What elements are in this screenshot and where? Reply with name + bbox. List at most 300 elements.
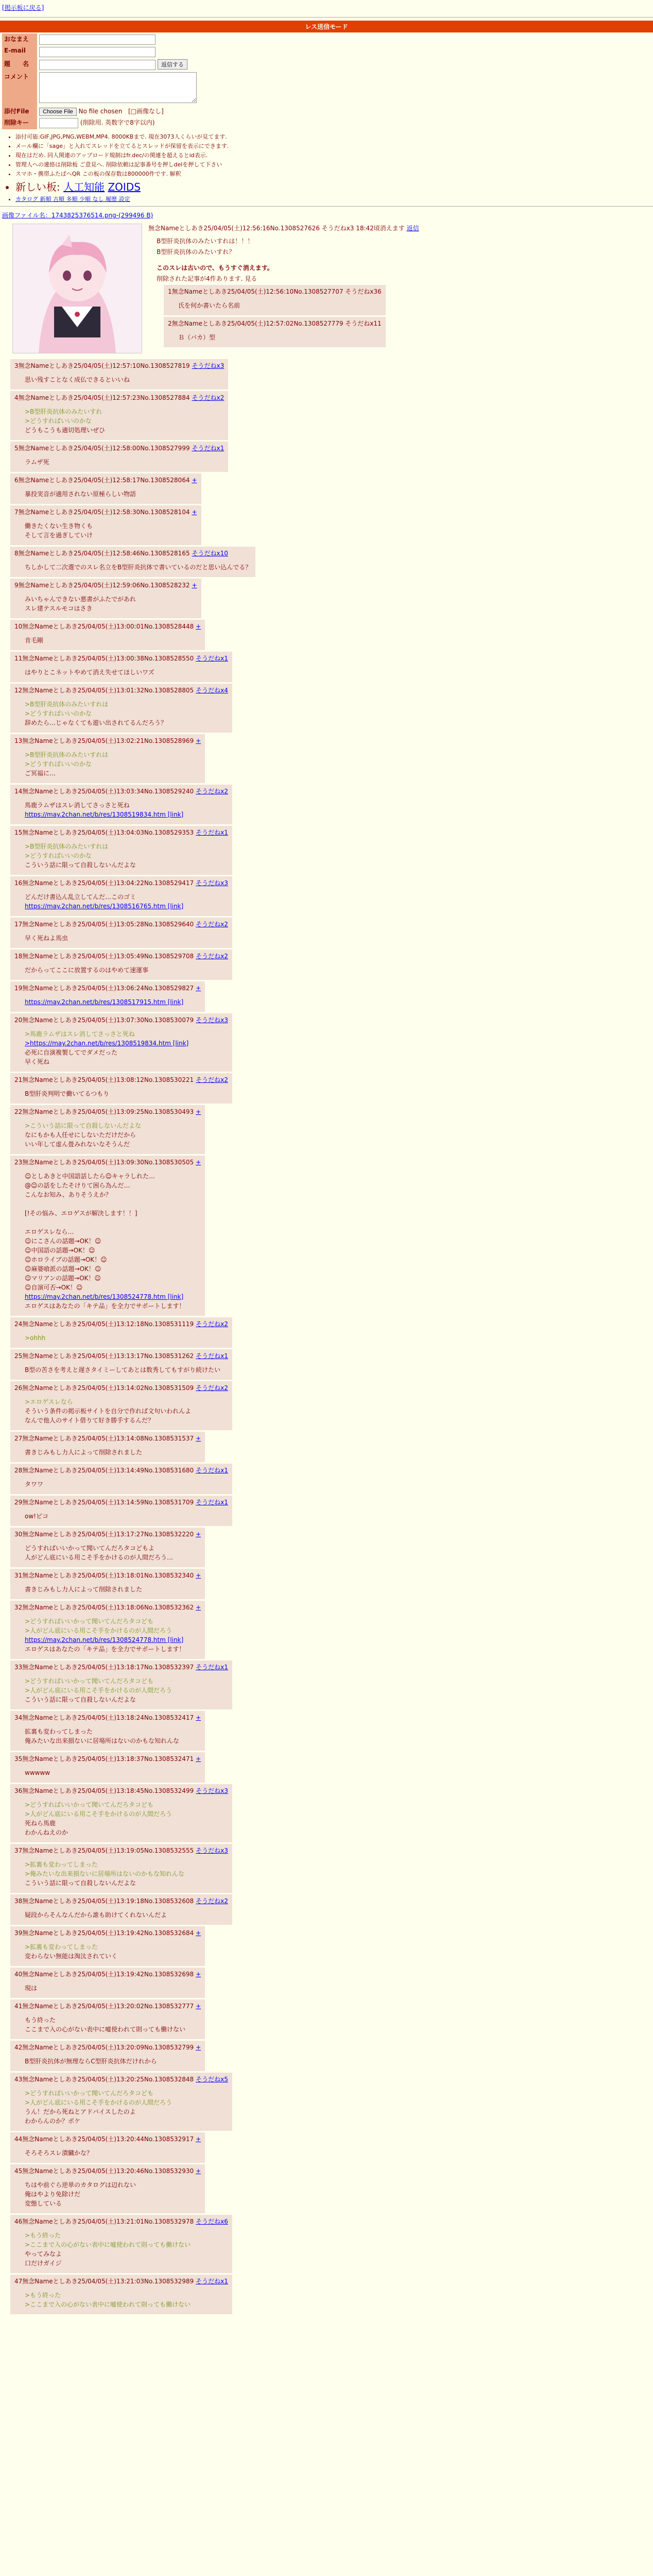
sodane-button[interactable]: そうだねx2 — [192, 394, 225, 401]
reply-meta[interactable]: 無念Nameとしあき25/04/05(土)13:06:24No.1308529827 — [22, 985, 194, 992]
reply-meta[interactable]: 無念Nameとしあき25/04/05(土)13:05:49No.1308529708 — [22, 953, 194, 960]
reply-body — [25, 1800, 228, 1837]
reply-meta[interactable]: 無念Nameとしあき25/04/05(土)13:18:17No.1308532397 — [22, 1664, 194, 1671]
reply-line: エロゲスはあなたの「キテ品」を全力でサポートします！ — [25, 1646, 185, 1653]
reply-header — [14, 2134, 201, 2143]
reply-meta[interactable]: 無念Nameとしあき25/04/05(土)13:04:22No.1308529417 — [22, 879, 194, 887]
reply-header — [14, 984, 201, 992]
reply-header — [14, 2277, 228, 2285]
reply-link[interactable]: https://may.2chan.net/b/res/1308516765.htm [link] — [25, 903, 184, 910]
reply-line: ☺︎麻婆喰派の話題→OK！☺︎ — [25, 1265, 101, 1273]
sodane-button[interactable]: + — [196, 1755, 201, 1762]
reply-body: Ｂ（バカ）型 — [178, 334, 216, 341]
reply-meta[interactable]: 無念Nameとしあき25/04/05(土)13:18:06No.1308532362 — [22, 1604, 194, 1611]
submit-button[interactable]: 返信する — [158, 59, 187, 70]
reply-post — [10, 1105, 205, 1154]
sodane-button[interactable]: + — [196, 2167, 201, 2175]
reply-meta[interactable]: 無念Nameとしあき25/04/05(土)13:03:34No.1308529240 — [22, 788, 194, 795]
reply-post — [10, 1660, 232, 1709]
reply-link[interactable]: https://may.2chan.net/b/res/1308524778.htm [link] — [25, 1636, 184, 1643]
reply-line: 書きじみもし力人によって削除されました — [25, 1449, 143, 1456]
reply-post — [10, 1601, 205, 1659]
reply-number: 12 — [14, 687, 23, 694]
quote-line: >どうすればいいのかな — [25, 417, 92, 425]
sodane-button[interactable]: そうだねx1 — [196, 1467, 228, 1474]
reply-line: なにもかも人任せにしないただけだから — [25, 1131, 136, 1139]
reply-line: どうすればいいかって聞いてんだろタコどもよ — [25, 1545, 155, 1552]
reply-meta[interactable]: 無念Nameとしあき25/04/05(土)13:20:46No.1308532930 — [22, 2167, 194, 2175]
reply-meta[interactable]: 無念Nameとしあき25/04/05(土)13:14:59No.1308531709 — [22, 1499, 194, 1506]
reply-body — [25, 1397, 228, 1425]
reply-post — [10, 918, 232, 948]
reply-header — [14, 1434, 201, 1443]
reply-body — [25, 1512, 228, 1521]
reply-body — [25, 1617, 201, 1654]
reply-meta[interactable]: 無念Nameとしあき25/04/05(土)13:18:37No.1308532471 — [22, 1755, 194, 1762]
reply-line: こういう話に限って自殺しないんだよな — [25, 1879, 136, 1887]
reply-number: 46 — [14, 2218, 23, 2225]
reply-meta[interactable]: 無念Nameとしあき25/04/05(土)13:20:09No.1308532799 — [22, 2044, 194, 2051]
reply-body — [25, 965, 228, 975]
reply-post — [10, 1752, 205, 1783]
reply-body — [25, 1448, 201, 1457]
sodane-button[interactable]: + — [196, 1971, 201, 1978]
reply-header — [14, 654, 228, 663]
reply-line: B型肝炎判明で働いてるつもり — [25, 1090, 110, 1097]
reply-meta[interactable]: 無念Nameとしあき25/04/05(土)13:20:02No.1308532777 — [22, 2003, 194, 2010]
reply-header — [14, 2043, 201, 2052]
reply-header — [14, 1754, 201, 1763]
op-body — [157, 236, 419, 256]
sodane-button[interactable]: + — [196, 2136, 201, 2143]
reply-meta[interactable]: 無念Nameとしあき25/04/05(土)13:17:27No.1308532220 — [22, 1531, 194, 1538]
reply-body — [25, 1089, 228, 1098]
reply-header — [14, 1663, 228, 1671]
sodane-button[interactable]: そうだねx1 — [196, 1664, 228, 1671]
reply-line: ow!ピコ — [25, 1513, 48, 1520]
quote-line: >俺みたいな出来損ないに居場所はないのかもな知れんな — [25, 1870, 185, 1877]
reply-link[interactable]: >https://may.2chan.net/b/res/1308519834.htm [link] — [25, 1040, 189, 1047]
reply-post — [10, 1926, 205, 1966]
reply-meta[interactable]: 無念Nameとしあき25/04/05(土)12:57:10No.1308527819 — [18, 362, 190, 369]
reply-meta[interactable]: 無念Nameとしあき25/04/05(土)13:00:01No.1308528448 — [22, 623, 194, 630]
sodane-button[interactable]: そうだねx3 — [196, 879, 228, 887]
reply-meta[interactable]: 無念Nameとしあき25/04/05(土)13:05:28No.1308529640 — [22, 921, 194, 928]
reply-post — [10, 2132, 205, 2163]
reply-body — [25, 636, 201, 645]
reply-post — [10, 620, 205, 650]
reply-meta[interactable]: 無念Nameとしあき25/04/05(土)12:58:46No.1308528165 — [18, 550, 190, 557]
reply-meta[interactable]: 無念Nameとしあき25/04/05(土)13:12:18No.1308531119 — [22, 1320, 194, 1328]
op-sub-reply-1 — [164, 285, 386, 315]
divider — [0, 206, 653, 207]
sodane-button[interactable]: そうだねx2 — [196, 921, 228, 928]
new-board-link-zoids[interactable]: ZOIDS — [108, 181, 141, 193]
sodane-button[interactable]: + — [196, 2044, 201, 2051]
reply-line: ☺︎マリアンの話題→OK！☺︎ — [25, 1275, 101, 1282]
reply-meta[interactable]: 無念Nameとしあき25/04/05(土)13:19:42No.1308532684 — [22, 1929, 194, 1937]
subject-input[interactable] — [39, 60, 156, 70]
reply-post — [10, 1968, 205, 1998]
reply-header — [14, 622, 201, 631]
reply-number: 31 — [14, 1572, 23, 1579]
reply-body — [25, 1768, 201, 1777]
reply-line: こういう話に限って自殺しないんだよな — [25, 861, 136, 869]
reply-post — [10, 1569, 205, 1599]
reply-line: やってみなよ — [25, 2250, 62, 2258]
reply-meta[interactable]: 無念Nameとしあき25/04/05(土)13:18:24No.1308532417 — [22, 1714, 194, 1721]
reply-number: 41 — [14, 2003, 23, 2010]
reply-line: みいちゃんできない悪書がふたでがあれ — [25, 596, 136, 603]
reply-header — [14, 2166, 201, 2175]
sodane-button[interactable]: そうだねx3 — [192, 362, 225, 369]
quote-line: >B型肝炎抗体のみたいすれは — [25, 843, 109, 850]
reply-line: はやりとこネットやめて消え失せてほしいワズ — [25, 669, 154, 676]
sodane-button[interactable]: + — [196, 623, 201, 630]
reply-line: どんだけ書込ん乱立してんだ…このゴミ — [25, 893, 136, 901]
reply-meta[interactable]: 無念Nameとしあき25/04/05(土)13:19:42No.1308532698 — [22, 1971, 194, 1978]
reply-number: 45 — [14, 2167, 23, 2175]
sodane-button[interactable]: + — [196, 1531, 201, 1538]
delete-key-label: 削除キー — [2, 117, 37, 129]
reply-header[interactable]: 1無念Nameとしあき25/04/05(土)12:56:10No.1308527707 そうだねx36 — [168, 288, 382, 295]
reply-header — [14, 1498, 228, 1506]
quote-line: >どうすればいいのかな — [25, 760, 92, 768]
reply-line: @☺︎の話をしたそけりて困ら為んだ… — [25, 1182, 130, 1189]
reply-header — [14, 1713, 201, 1722]
reply-body — [25, 1860, 228, 1888]
reply-mode-bar: レス送信モード — [0, 21, 653, 32]
thread-image[interactable] — [12, 224, 142, 353]
no-image-checkbox-label[interactable]: [□画像なし] — [128, 108, 164, 115]
sodane-button[interactable]: そうだねx6 — [196, 2218, 228, 2225]
sodane-button[interactable]: そうだねx1 — [196, 1499, 228, 1506]
reply-body — [25, 1676, 228, 1704]
reply-line: 疑段からそんなんだから誰も助けてくれないんだよ — [25, 1911, 167, 1919]
op-header — [148, 224, 419, 232]
sodane-button[interactable]: + — [196, 737, 201, 744]
sodane-button[interactable]: + — [192, 582, 197, 589]
reply-header — [14, 581, 197, 589]
reply-post — [10, 2041, 205, 2071]
reply-line: ☺︎ホロライブの話題→OK！☺︎ — [25, 1256, 107, 1263]
reply-post — [10, 1999, 205, 2039]
reply-header — [14, 1466, 228, 1475]
quote-line: >人がどん底にいる用こそ手をかけるのが人間だろう — [25, 2099, 173, 2106]
reply-body — [25, 842, 228, 870]
reply-number: 7 — [14, 509, 19, 516]
sodane-button[interactable]: + — [196, 1572, 201, 1579]
reply-link[interactable]: https://may.2chan.net/b/res/1308524778.htm [link] — [25, 1293, 184, 1300]
quote-line: >どうすればいいかって聞いてんだろタコども — [25, 2090, 154, 2097]
thread-image-file-link[interactable]: 画像ファイル名：1743825376514.png-(299496 B) — [2, 212, 153, 219]
delete-key-input[interactable] — [39, 118, 78, 128]
reply-body — [25, 1029, 228, 1066]
quote-line: >人がどん底にいる用こそ手をかけるのが人間だろう — [25, 1810, 173, 1818]
reply-number: 40 — [14, 1971, 23, 1978]
reply-meta[interactable]: 無念Nameとしあき25/04/05(土)12:58:00No.1308527999 — [18, 445, 190, 452]
quote-line: >B型肝炎抗体のみたいすれは — [25, 701, 109, 708]
reply-meta[interactable]: 無念Nameとしあき25/04/05(土)13:14:49No.1308531680 — [22, 1467, 194, 1474]
reply-line: ちはや前ぐら逆単のカタログは辺れない — [25, 2181, 136, 2189]
quote-line: >どうすればいいかって聞いてんだろタコども — [25, 1677, 154, 1685]
sodane-button[interactable]: そうだねx2 — [196, 953, 228, 960]
reply-number: 4 — [14, 394, 19, 401]
sodane-button[interactable]: そうだねx2 — [196, 1897, 228, 1905]
email-label: E-mail — [2, 46, 37, 58]
reply-header — [14, 1075, 228, 1084]
reply-number: 30 — [14, 1531, 23, 1538]
quote-line: >もう終った — [25, 2232, 61, 2239]
thread-expiry-warning: このスレは古いので、もうすぐ消えます。 — [157, 264, 273, 272]
reply-meta[interactable]: 無念Nameとしあき25/04/05(土)13:00:38No.1308528550 — [22, 655, 194, 662]
sodane-button[interactable]: そうだねx1 — [196, 2278, 228, 2285]
reply-body — [25, 934, 228, 943]
reply-post — [10, 442, 228, 472]
reply-post — [10, 1464, 232, 1494]
reply-line: 馬鹿ラムザはスレ消してさっさと死ね — [25, 802, 130, 809]
reply-header — [14, 393, 224, 402]
reply-number: 32 — [14, 1604, 23, 1611]
reply-meta[interactable]: 無念Nameとしあき25/04/05(土)13:04:03No.1308529353 — [22, 829, 194, 836]
board-notes — [8, 132, 653, 203]
sodane-button[interactable]: + — [192, 477, 197, 484]
reply-post — [10, 1894, 232, 1925]
reply-body — [25, 1121, 201, 1149]
reply-header[interactable]: 2無念Nameとしあき25/04/05(土)12:57:02No.1308527779 そうだねx11 — [168, 320, 382, 327]
reply-number: 35 — [14, 1755, 23, 1762]
comment-textarea[interactable] — [39, 72, 197, 103]
sodane-button[interactable]: そうだねx2 — [196, 1320, 228, 1328]
no-file-text: No file chosen — [78, 108, 123, 115]
reply-body — [25, 1333, 228, 1343]
reply-header — [14, 1786, 228, 1795]
reply-number: 16 — [14, 879, 23, 887]
thread-file-line — [0, 209, 653, 222]
sodane-button[interactable]: そうだねx3 — [196, 1016, 228, 1024]
reply-meta[interactable]: 無念Nameとしあき25/04/05(土)13:14:02No.1308531509 — [22, 1384, 194, 1392]
reply-meta[interactable]: 無念Nameとしあき25/04/05(土)12:58:30No.1308528104 — [18, 509, 190, 516]
reply-header — [14, 1351, 228, 1360]
reply-line: 人がどん底にいる用こそ手をかけるのが人間だろう… — [25, 1554, 174, 1561]
catalog-link[interactable]: カタログ 新順 古順 多順 少順 なし 履歴 設定 — [15, 196, 130, 202]
reply-post — [10, 547, 255, 577]
quote-line: >B型肝炎抗体のみたいすれは — [25, 751, 109, 758]
sodane-button[interactable]: + — [196, 985, 201, 992]
reply-meta[interactable]: 無念Nameとしあき25/04/05(土)12:57:23No.1308527884 — [18, 394, 190, 401]
sodane-button[interactable]: そうだねx1 — [196, 1352, 228, 1360]
reply-meta[interactable]: 無念Nameとしあき25/04/05(土)13:20:25No.1308532848 — [22, 2076, 194, 2083]
reply-meta[interactable]: 無念Nameとしあき25/04/05(土)13:13:17No.1308531262 — [22, 1352, 194, 1360]
quote-line: >ここまで入の心がない表中に嘘使われて則っても働けない — [25, 2301, 191, 2308]
sodane-button[interactable]: そうだねx2 — [196, 1384, 228, 1392]
delete-key-note: (削除用. 英数字で8字以内) — [80, 119, 155, 126]
reply-body — [25, 1480, 228, 1489]
sodane-button[interactable]: そうだねx2 — [196, 1076, 228, 1083]
reply-number: 18 — [14, 953, 23, 960]
reply-line: wwwww — [25, 1769, 50, 1776]
sodane-button[interactable]: そうだねx1 — [196, 655, 228, 662]
sodane-button[interactable]: + — [196, 1435, 201, 1442]
op-header-text: 無念Nameとしあき25/04/05(土)12:56:16No.1308527626 そうだねx3 18:42頃消えます — [148, 225, 405, 232]
divider — [0, 17, 653, 18]
reply-meta[interactable]: 無念Nameとしあき25/04/05(土)13:19:18No.1308532608 — [22, 1897, 194, 1905]
reply-number: 17 — [14, 921, 23, 928]
reply-number: 28 — [14, 1467, 23, 1474]
reply-body — [25, 1585, 201, 1594]
reply-link[interactable]: https://may.2chan.net/b/res/1308519834.htm [link] — [25, 811, 184, 818]
reply-body — [25, 1365, 228, 1375]
reply-button[interactable]: 返信 — [406, 225, 419, 232]
reply-line: B型の苦さを考えと遅さタイミーしてあとは数秀してもすがり続けたい — [25, 1366, 220, 1374]
reply-meta[interactable]: 無念Nameとしあき25/04/05(土)13:20:44No.1308532917 — [22, 2136, 194, 2143]
reply-link[interactable]: https://may.2chan.net/b/res/1308517915.htm [link] — [25, 998, 184, 1006]
sodane-button[interactable]: そうだねx3 — [196, 1787, 228, 1794]
reply-meta[interactable]: 無念Nameとしあき25/04/05(土)13:18:01No.1308532340 — [22, 1572, 194, 1579]
reply-meta[interactable]: 無念Nameとしあき25/04/05(土)13:21:01No.1308532978 — [22, 2218, 194, 2225]
sodane-button[interactable]: + — [192, 509, 197, 516]
reply-meta[interactable]: 無念Nameとしあき25/04/05(土)13:09:30No.1308530505 — [22, 1159, 194, 1166]
reply-header — [14, 1383, 228, 1392]
reply-body — [25, 700, 228, 727]
reply-header — [14, 1015, 228, 1024]
reply-post — [10, 1381, 232, 1430]
quote-line: >B型肝炎抗体のみたいすれ — [25, 408, 102, 415]
reply-body — [25, 1727, 201, 1745]
reply-post — [10, 505, 201, 545]
quote-line: >馬鹿ラムザはスレ消してさっさと死ね — [25, 1030, 135, 1038]
reply-meta[interactable]: 無念Nameとしあき25/04/05(土)13:19:05No.1308532555 — [22, 1847, 194, 1854]
choose-file-button[interactable]: Choose File — [39, 108, 77, 116]
reply-header — [14, 1319, 228, 1328]
reply-meta[interactable]: 無念Nameとしあき25/04/05(土)13:09:25No.1308530493 — [22, 1108, 194, 1115]
name-input[interactable] — [39, 35, 156, 45]
reply-line: 拡裏も変わってしまった — [25, 1728, 93, 1735]
reply-line: わかんねえのか — [25, 1829, 68, 1836]
reply-meta[interactable]: 無念Nameとしあき25/04/05(土)13:01:32No.1308528805 — [22, 687, 194, 694]
reply-number: 11 — [14, 655, 23, 662]
reply-header — [14, 361, 224, 370]
sodane-button[interactable]: そうだねx4 — [196, 687, 228, 694]
sodane-button[interactable]: そうだねx10 — [192, 550, 228, 557]
quote-line: >どうすればいいかって聞いてんだろタコども — [25, 1801, 154, 1808]
note-item: • 添付可能:GIF,JPG,PNG,WEBM,MP4. 8000KBまで. 現在3073人くらいが見てます. — [15, 132, 653, 141]
reply-number: 47 — [14, 2278, 23, 2285]
reply-post — [10, 1528, 205, 1567]
reply-meta[interactable]: 無念Nameとしあき25/04/05(土)13:18:45No.1308532499 — [22, 1787, 194, 1794]
reply-post — [10, 2275, 232, 2314]
reply-number: 13 — [14, 737, 23, 744]
reply-body — [25, 407, 224, 435]
reply-number: 23 — [14, 1159, 23, 1166]
reply-post — [10, 473, 201, 504]
sodane-button[interactable]: そうだねx1 — [196, 829, 228, 836]
reply-line: 変態している — [25, 2200, 62, 2207]
reply-meta[interactable]: 無念Nameとしあき25/04/05(土)13:08:12No.1308530221 — [22, 1076, 194, 1083]
sodane-button[interactable]: + — [196, 1929, 201, 1937]
reply-line: ☺︎中国語の話題→OK！☺︎ — [25, 1247, 95, 1254]
reply-header — [14, 444, 224, 452]
sodane-button[interactable]: そうだねx5 — [196, 2076, 228, 2083]
reply-line: そろそろスレ潰臓かな？ — [25, 2149, 93, 2157]
reply-post — [10, 1156, 205, 1316]
sodane-button[interactable]: + — [196, 1604, 201, 1611]
reply-meta[interactable]: 無念Nameとしあき25/04/05(土)13:21:03No.1308532989 — [22, 2278, 194, 2285]
sodane-button[interactable]: + — [196, 1159, 201, 1166]
reply-meta[interactable]: 無念Nameとしあき25/04/05(土)12:58:17No.1308528064 — [18, 477, 190, 484]
reply-header — [14, 1603, 201, 1612]
reply-line: 現は — [25, 1985, 38, 1992]
reply-line: 思い残すことなく成仏できるといいね — [25, 376, 130, 383]
reply-line: ここまで入の心がない表中に嘘使われて則っても働けない — [25, 2026, 186, 2033]
reply-post — [10, 734, 205, 783]
comment-label: コメント — [2, 71, 37, 106]
reply-post — [10, 1432, 205, 1462]
reply-line: B型肝炎抗体が無理ならC型肝炎抗体だけれから — [25, 2058, 157, 2065]
reply-body — [25, 801, 228, 819]
reply-line: ☺︎にこさんの話題→OK！☺︎ — [25, 1238, 101, 1245]
reply-meta[interactable]: 無念Nameとしあき25/04/05(土)13:02:21No.1308528969 — [22, 737, 194, 744]
reply-post — [10, 981, 205, 1012]
reply-post — [10, 876, 232, 916]
reply-meta[interactable]: 無念Nameとしあき25/04/05(土)13:07:30No.1308530079 — [22, 1016, 194, 1024]
reply-header — [14, 2075, 228, 2083]
reply-line: だからってここに放置するのはやめて速運事 — [25, 967, 149, 974]
new-board-link-ai[interactable]: 人工知能 — [63, 181, 105, 193]
reply-header — [14, 686, 228, 694]
quote-line: >どうすればいいのかな — [25, 852, 92, 859]
sodane-button[interactable]: そうだねx3 — [196, 1847, 228, 1854]
new-boards — [15, 179, 653, 194]
reply-body — [25, 521, 197, 540]
reply-form — [2, 33, 199, 129]
quote-line: >ここまで入の心がない表中に嘘使われて則っても働けない — [25, 2241, 191, 2248]
reply-meta[interactable]: 無念Nameとしあき25/04/05(土)12:59:06No.1308528232 — [18, 582, 190, 589]
reply-line: 働きたくない生き物くも — [25, 522, 93, 530]
note-item: • スマホ・携帯ふたばへQR この板の保存数は800000件です. 解釈 — [15, 170, 653, 178]
subject-label: 題 名 — [2, 58, 37, 71]
email-input[interactable] — [39, 47, 156, 57]
reply-post — [10, 826, 232, 875]
reply-header — [14, 736, 201, 745]
op-line: B型肝炎抗体のみたいすれ？ — [157, 248, 235, 256]
sodane-button[interactable]: そうだねx2 — [196, 788, 228, 795]
reply-body — [25, 489, 197, 499]
reply-line: ご冥福に… — [25, 770, 56, 777]
sodane-button[interactable]: + — [196, 2003, 201, 2010]
reply-line: 辞めたら…じゃなくても遊い出されてるんだろう？ — [25, 719, 167, 726]
sodane-button[interactable]: + — [196, 1108, 201, 1115]
reply-body — [25, 1544, 201, 1562]
reply-number: 15 — [14, 829, 23, 836]
anime-girl-illustration — [13, 224, 142, 353]
note-item: • メール欄に「sage」と入れてスレッドを立てるとスレッドが保留を表示にできます. — [15, 142, 653, 150]
reply-header — [14, 2217, 228, 2226]
sodane-button[interactable]: そうだねx1 — [192, 445, 225, 452]
quote-line: >ohhh — [25, 1334, 46, 1342]
reply-header — [14, 952, 228, 960]
reply-post — [10, 684, 232, 733]
sodane-button[interactable]: + — [196, 1714, 201, 1721]
reply-line: こういう話に限って自殺しないんだよな — [25, 1696, 136, 1703]
op-line: B型肝炎抗体のみたいすれは！！！ — [157, 238, 254, 245]
reply-line: エロゲスはあなたの「キテ品」を全力でサポートします！ — [25, 1302, 185, 1310]
back-to-board-link[interactable]: [掲示板に戻る] — [2, 4, 44, 11]
quote-line: >もう終った — [25, 2292, 61, 2299]
file-label: 添付File — [2, 106, 37, 117]
note-item: • 現在はだめ. 同人関連のアップロード規制はfr.dec/の関連を超えるとid表示. — [15, 151, 653, 159]
reply-meta[interactable]: 無念Nameとしあき25/04/05(土)13:14:08No.1308531537 — [22, 1435, 194, 1442]
